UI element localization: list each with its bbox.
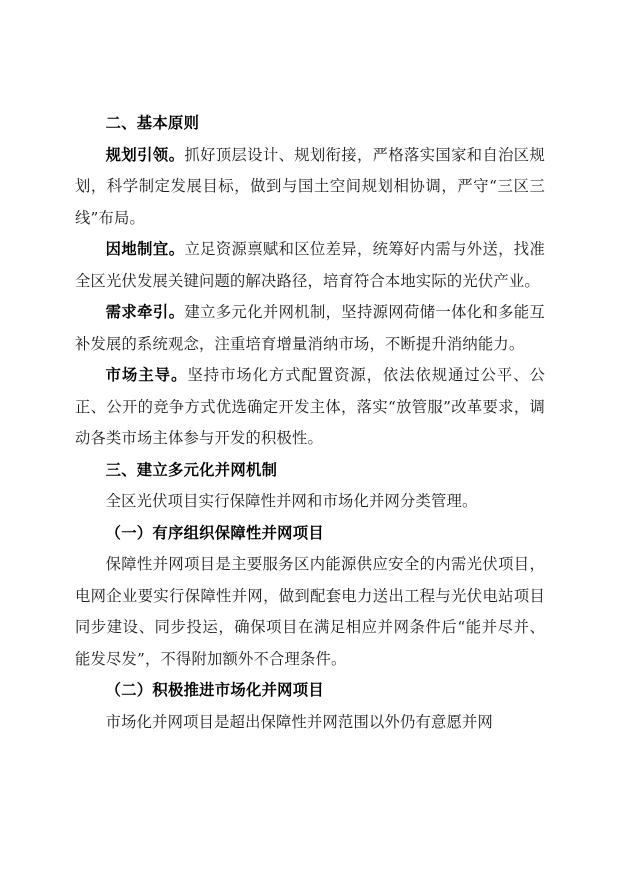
paragraph-text-local-conditions: 立足资源禀赋和区位差异，统筹好内需与外送，找准全区光伏发展关键问题的解决路径，培育符合本地实际的光伏产业。 [75, 240, 545, 290]
paragraph-local-conditions [75, 234, 545, 297]
section-heading-basic-principles: 二、基本原则 [105, 114, 200, 132]
paragraph-planning-guidance [75, 140, 545, 235]
paragraph-market-led [75, 360, 545, 455]
paragraph-classified-management: 全区光伏项目实行保障性并网和市场化并网分类管理。 [105, 492, 478, 510]
paragraph-lead-local-conditions: 因地制宜。 [105, 240, 185, 258]
paragraph-market-projects-detail: 市场化并网项目是超出保障性并网范围以外仍有意愿并网 [105, 712, 494, 731]
subsection-heading-guaranteed-projects: （一）有序组织保障性并网项目 [105, 523, 324, 542]
paragraph-text-demand-driven: 建立多元化并网机制，坚持源网荷储一体化和多能互补发展的系统观念，注重培育增量消纳市场，不断提升消纳能力。 [75, 303, 545, 353]
paragraph-lead-planning-guidance: 规划引领。 [105, 145, 185, 164]
document-body [75, 108, 545, 738]
subsection-heading-market-projects: （二）积极推进市场化并网项目 [105, 681, 324, 699]
paragraph-text-planning-guidance: 抓好顶层设计、规划衔接，严格落实国家和自治区规划，科学制定发展目标，做到与国土空间规划相协调，严守“三区三线”布局。 [75, 145, 545, 227]
paragraph-guaranteed-projects-detail: 保障性并网项目是主要服务区内能源供应安全的内需光伏项目，电网企业要实行保障性并网，做到配套电力送出工程与光伏电站项目同步建设、同步投运，确保项目在满足相应并网条件后“能并尽并、能发尽发”，不得附加额外不合理条件。 [75, 555, 545, 668]
paragraph-demand-driven [75, 297, 545, 360]
section-heading-grid-connection-mechanism: 三、建立多元化并网机制 [105, 460, 278, 479]
paragraph-text-market-led: 坚持市场化方式配置资源，依法依规通过公平、公正、公开的竞争方式优选确定开发主体，落实“放管服”改革要求，调动各类市场主体参与开发的积极性。 [75, 366, 545, 447]
paragraph-lead-market-led: 市场主导。 [105, 366, 188, 384]
paragraph-lead-demand-driven: 需求牵引。 [105, 303, 185, 321]
